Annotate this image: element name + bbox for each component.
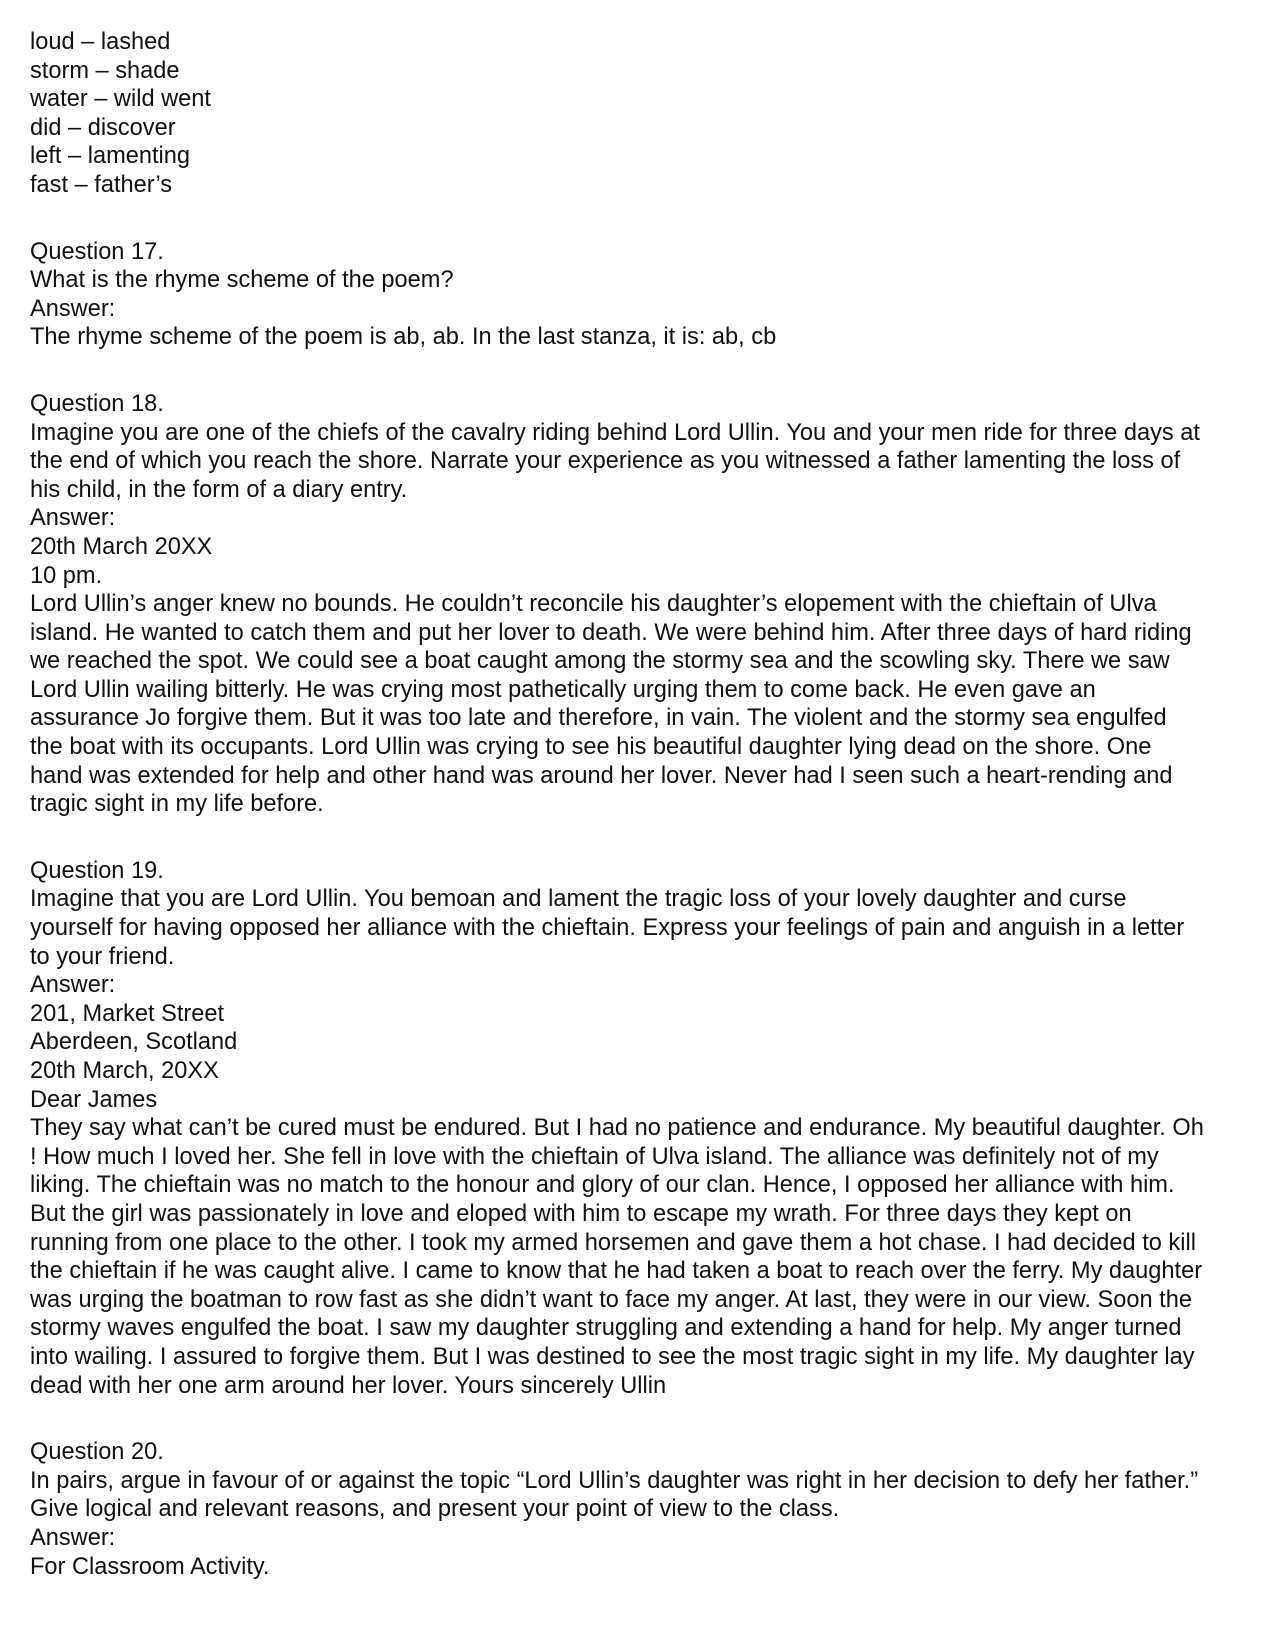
letter-body-line: ! How much I loved her. She fell in love with the chieftain of Ulva island. The alliance was definitely not of my	[30, 1143, 1159, 1170]
question-text-line: the end of which you reach the shore. Narrate your experience as you witnessed a father lamenting the loss of	[30, 448, 1181, 475]
diary-date: 20th March 20XX	[30, 533, 213, 560]
question-title: Question 17.	[30, 238, 164, 265]
diary-body-line: hand was extended for help and other hand was around her lover. Never had I seen such a heart-rending and	[30, 762, 1173, 789]
letter-body-line: the chieftain if he was caught alive. I came to know that he had taken a boat to reach over the ferry. My daughter	[30, 1258, 1203, 1285]
answer-label: Answer:	[30, 295, 116, 322]
letter-body-line: dead with her one arm around her lover. Yours sincerely Ullin	[30, 1372, 667, 1399]
question-title: Question 20.	[30, 1439, 164, 1466]
alliteration-pair: loud – lashed	[30, 29, 171, 55]
question-20	[30, 1438, 1262, 1581]
question-18	[30, 390, 1262, 819]
letter-address: Aberdeen, Scotland	[30, 1029, 238, 1056]
letter-address: 201, Market Street	[30, 1000, 225, 1027]
question-text: What is the rhyme scheme of the poem?	[30, 267, 454, 294]
letter-body-line: into wailing. I assured to forgive them. But I was destined to see the most tragic sight in my life. My daughter lay	[30, 1343, 1195, 1370]
question-text-line: his child, in the form of a diary entry.	[30, 476, 408, 503]
diary-body-line: assurance Jo forgive them. But it was too late and therefore, in vain. The violent and the stormy sea engulfed	[30, 705, 1167, 732]
alliteration-pair: left – lamenting	[30, 143, 191, 170]
letter-date: 20th March, 20XX	[30, 1058, 219, 1084]
question-text-line: In pairs, argue in favour of or against the topic “Lord Ullin’s daughter was right in her decision to defy her father.”	[30, 1467, 1199, 1494]
letter-salutation: Dear James	[30, 1086, 158, 1113]
letter-body-line: running from one place to the other. I took my armed horsemen and gave them a hot chase. I had decided to kill	[30, 1229, 1196, 1256]
question-17	[30, 238, 1262, 352]
diary-body-line: we reached the spot. We could see a boat caught among the stormy sea and the scowling sky. There we saw	[30, 648, 1170, 675]
diary-body-line: island. He wanted to catch them and put her lover to death. We were behind him. After three days of hard riding	[30, 619, 1192, 646]
question-text-line: Imagine you are one of the chiefs of the cavalry riding behind Lord Ullin. You and your men ride for three days at	[30, 419, 1200, 446]
alliteration-list	[30, 28, 1262, 200]
letter-body-line: stormy waves engulfed the boat. I saw my daughter struggling and extending a hand for help. My anger turned	[30, 1315, 1182, 1342]
letter-body-line: was urging the boatman to row fast as she didn’t want to face my anger. At last, they were in our view. Soon the	[30, 1286, 1192, 1313]
answer-label: Answer:	[30, 505, 116, 532]
diary-time: 10 pm.	[30, 562, 103, 589]
diary-body-line: Lord Ullin’s anger knew no bounds. He couldn’t reconcile his daughter’s elopement with the chieftain of Ulva	[30, 591, 1157, 618]
alliteration-pair: did – discover	[30, 114, 176, 141]
question-text-line: yourself for having opposed her alliance with the chieftain. Express your feelings of pain and anguish in a letter	[30, 915, 1185, 942]
alliteration-pair: fast – father’s	[30, 171, 173, 198]
document-page	[30, 28, 1262, 1581]
answer-label: Answer:	[30, 972, 116, 999]
diary-body-line: the boat with its occupants. Lord Ullin was crying to see his beautiful daughter lying dead on the shore. One	[30, 734, 1152, 761]
letter-body-line: liking. The chieftain was no match to the honour and glory of our clan. Hence, I opposed her alliance with him.	[30, 1172, 1175, 1199]
answer-text: For Classroom Activity.	[30, 1553, 270, 1580]
question-text-line: Imagine that you are Lord Ullin. You bemoan and lament the tragic loss of your lovely daughter and curse	[30, 886, 1127, 913]
alliteration-pair: storm – shade	[30, 57, 180, 84]
letter-body-line: They say what can’t be cured must be endured. But I had no patience and endurance. My beautiful daughter. Oh	[30, 1115, 1204, 1142]
question-title: Question 18.	[30, 390, 164, 417]
answer-text: The rhyme scheme of the poem is ab, ab. In the last stanza, it is: ab, cb	[30, 324, 777, 351]
question-text-line: to your friend.	[30, 943, 175, 970]
question-title: Question 19.	[30, 857, 164, 884]
letter-body-line: But the girl was passionately in love and eloped with him to escape my wrath. For three days they kept on	[30, 1200, 1132, 1227]
diary-body-line: Lord Ullin wailing bitterly. He was crying most pathetically urging them to come back. He even gave an	[30, 676, 1096, 703]
diary-body-line: tragic sight in my life before.	[30, 791, 324, 818]
alliteration-pair: water – wild went	[30, 86, 211, 113]
question-text-line: Give logical and relevant reasons, and present your point of view to the class.	[30, 1496, 840, 1523]
answer-label: Answer:	[30, 1524, 116, 1551]
question-19	[30, 857, 1262, 1400]
